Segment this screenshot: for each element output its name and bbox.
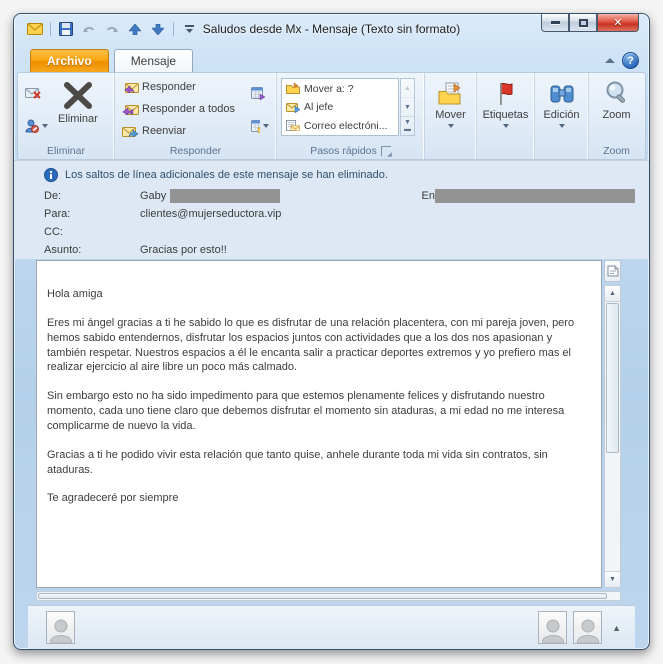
cc-label: CC:: [44, 226, 63, 238]
ribbon-group-zoom: [588, 73, 644, 159]
redo-icon[interactable]: [103, 21, 121, 37]
zoom-button[interactable]: [596, 76, 636, 142]
forward-label: Reenviar: [142, 125, 187, 137]
mail-icon: [26, 21, 44, 37]
from-label: De:: [44, 190, 62, 202]
reply-all-button[interactable]: [119, 98, 246, 120]
respond-dropdown-arrow: [263, 124, 269, 128]
title-bar[interactable]: [14, 14, 649, 46]
quick-steps-scroll-down[interactable]: ▼: [401, 98, 414, 117]
info-bar: [14, 165, 649, 187]
avatar[interactable]: [538, 611, 567, 644]
qat-customize-dropdown-icon[interactable]: [180, 21, 198, 37]
next-item-button[interactable]: [149, 21, 167, 37]
info-icon: [44, 168, 58, 182]
move-button-label: Mover: [435, 109, 466, 121]
body-paragraph: Eres mi ángel gracias a ti he sabido lo que es disfrutar de una relación placentera, con mi pareja joven, pero hemos sabido entendernos, disfrutar los espacios juntos con actividades que a los dos nos apasionan y también respetar. Nuestros espacios a él le encanta salir a practicar deportes extremos y yo prefiero mas el realizar ejercicio al aire libre un poco más calmado.: [47, 316, 575, 374]
quick-step-label: Mover a: ?: [304, 82, 354, 95]
body-paragraph: Sin embargo esto no ha sido impedimento para que estemos plenamente felices y disfrutando nuestro momento, cada uno tiene claro que debemos disfrutar el momento sin ataduras, a mi edad no me interesa complicarme de nuevo la vida.: [47, 390, 565, 432]
message-body[interactable]: [36, 260, 602, 588]
subject-row: [14, 241, 649, 259]
cc-row: [14, 223, 649, 241]
people-pane-expand-icon[interactable]: ▲: [612, 622, 621, 633]
group-label-zoom: Zoom: [603, 144, 630, 157]
minimize-button[interactable]: [541, 14, 569, 32]
info-bar-text: Los saltos de línea adicionales de este mensaje se han eliminado.: [65, 169, 388, 181]
sent-label: En: [421, 190, 435, 202]
quick-steps-more-button[interactable]: ▼ ▬: [404, 119, 411, 133]
tags-dropdown-arrow: [503, 124, 509, 128]
quick-steps-gallery: [281, 78, 399, 136]
vertical-scrollbar: [604, 260, 621, 588]
reply-all-label: Responder a todos: [142, 103, 235, 115]
meeting-button[interactable]: [248, 82, 272, 104]
window-title: Saludos desde Mx - Mensaje (Texto sin formato): [202, 22, 461, 36]
subject-value: Gracias por esto!!: [140, 244, 227, 256]
editing-button-label: Edición: [543, 109, 580, 121]
to-label: Para:: [44, 208, 71, 220]
ribbon: [17, 72, 646, 160]
quick-step-mover-a[interactable]: [282, 80, 398, 98]
avatar[interactable]: [573, 611, 602, 644]
pasos-dialog-launcher-icon[interactable]: [381, 146, 391, 156]
message-window: [13, 13, 650, 650]
message-header: [14, 160, 649, 259]
from-redacted-block: [170, 189, 280, 203]
vertical-scroll-track[interactable]: [604, 285, 621, 588]
scroll-down-button[interactable]: ▼: [605, 571, 620, 587]
zoom-button-label: Zoom: [602, 109, 631, 121]
horizontal-scroll-thumb[interactable]: [38, 593, 607, 599]
tab-mensaje[interactable]: Mensaje: [114, 49, 193, 72]
undo-icon[interactable]: [80, 21, 98, 37]
from-row: [14, 187, 649, 205]
body-paragraph: Hola amiga: [47, 288, 103, 300]
tab-archivo[interactable]: Archivo: [30, 49, 109, 72]
delete-button[interactable]: [52, 76, 104, 142]
maximize-button[interactable]: [569, 14, 597, 32]
subject-label: Asunto:: [44, 244, 82, 256]
to-value: clientes@mujerseductora.vip: [140, 208, 282, 220]
quick-step-label: Al jefe: [304, 101, 334, 113]
tags-button[interactable]: [477, 78, 535, 159]
move-dropdown-arrow: [448, 124, 454, 128]
reply-button[interactable]: [119, 76, 246, 98]
quick-step-label: Correo electróni...: [304, 119, 388, 132]
ribbon-group-responder: [114, 73, 276, 159]
horizontal-scrollbar[interactable]: [36, 591, 621, 601]
reading-options-icon[interactable]: [604, 260, 621, 282]
group-label-pasos-rapidos: Pasos rápidos: [310, 144, 377, 157]
group-label-eliminar: Eliminar: [47, 144, 85, 157]
message-body-area: [14, 259, 649, 588]
group-label-responder: Responder: [169, 144, 222, 157]
ribbon-tab-strip: [14, 46, 649, 72]
reply-label: Responder: [142, 81, 196, 93]
ribbon-group-etiquetas: [476, 73, 534, 159]
help-icon[interactable]: ?: [622, 52, 639, 69]
editing-button[interactable]: [537, 78, 585, 159]
ignore-button[interactable]: [22, 82, 52, 104]
people-pane: [28, 605, 635, 649]
ribbon-group-edicion: [534, 73, 588, 159]
forward-button[interactable]: [119, 120, 246, 142]
quick-steps-scroll-up[interactable]: ▲: [401, 79, 414, 98]
quick-steps-scroll: [400, 78, 415, 136]
tags-button-label: Etiquetas: [482, 109, 529, 121]
qat-separator: [50, 22, 51, 36]
close-button[interactable]: ✕: [597, 14, 639, 32]
avatar[interactable]: [46, 611, 75, 644]
editing-dropdown-arrow: [559, 124, 565, 128]
from-value: Gaby: [140, 190, 167, 202]
save-button[interactable]: [57, 21, 75, 37]
sent-redacted-block: [435, 189, 635, 203]
junk-dropdown-arrow: [42, 124, 48, 128]
ribbon-group-mover: [424, 73, 476, 159]
quick-step-correo[interactable]: [282, 117, 398, 135]
body-paragraph: Gracias a ti he podido vivir esta relación que tanto quise, anhele durante toda mi vida sin contratos, sin ataduras.: [47, 448, 548, 476]
more-respond-actions-button[interactable]: [248, 115, 272, 137]
ribbon-group-eliminar: [18, 73, 114, 159]
move-button[interactable]: [429, 78, 472, 159]
collapse-ribbon-icon[interactable]: [605, 58, 614, 64]
qat-separator: [173, 22, 174, 36]
delete-button-label: Eliminar: [58, 113, 98, 125]
ribbon-group-pasos-rapidos: [276, 73, 424, 159]
quick-step-al-jefe[interactable]: [282, 98, 398, 116]
scroll-up-button[interactable]: ▲: [605, 286, 620, 302]
junk-button[interactable]: [22, 115, 52, 137]
body-paragraph: Te agradeceré por siempre: [47, 492, 179, 505]
previous-item-button[interactable]: [126, 21, 144, 37]
to-row: [14, 205, 649, 223]
vertical-scroll-thumb[interactable]: [606, 303, 619, 453]
quick-access-toolbar: [26, 21, 198, 37]
